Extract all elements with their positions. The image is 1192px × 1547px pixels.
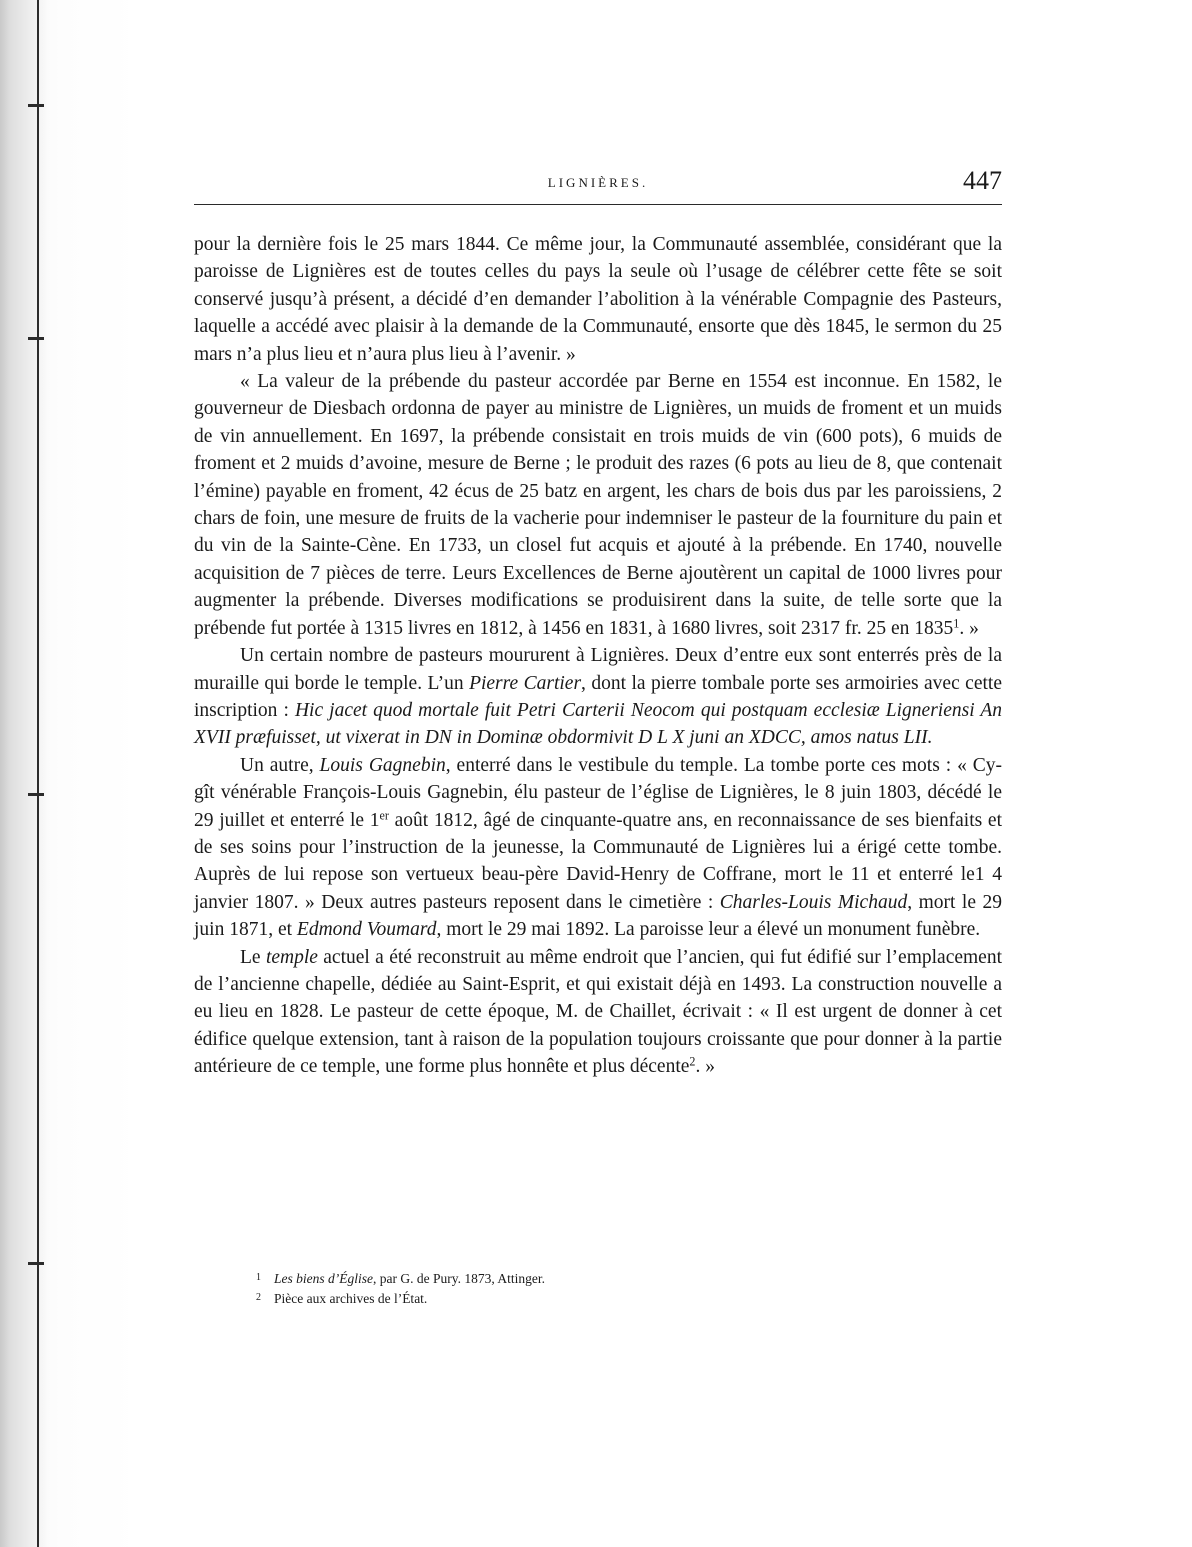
paragraph bbox=[194, 231, 1002, 368]
text-run: , mort le 29 mai 1892. La paroisse leur a élevé un monument funèbre. bbox=[436, 919, 981, 941]
text-run: pour la dernière fois le 25 mars 1844. Ce même jour, la Communauté assemblée, considérant que la paroisse de Lignières est de toutes celles du pays la seule où l’usage de célébrer cette fête se soit conservé jusqu’à présent, a décidé d’en demander l’abolition à la vénérable Compagnie des Pasteurs, laquelle a accédé avec plaisir à la demande de la Communauté, ensorte que dès 1845, le sermon du 25 mars n’a plus lieu et n’aura plus lieu à l’avenir. » bbox=[194, 234, 1002, 365]
text-run: août 1812, âgé de cinquante-quatre ans, en reconnaissance de ses bienfaits et de ses soins pour l’instruction de la jeunesse, la Communauté de Lignières lui a érigé cette tombe. Auprès de lui repose son vertueux beau-père David-Henry de Coffrane, mort le 11 et enterré le1 4 janvier 1807. » Deux autres pasteurs reposent dans le cimetière : bbox=[194, 809, 1002, 913]
person-name: Louis Gagnebin bbox=[319, 754, 446, 776]
text-run: , dont la pierre tombale porte ses armoiries avec cette inscription : bbox=[194, 672, 1002, 721]
person-name: Charles-Louis Michaud bbox=[719, 891, 908, 913]
footnote bbox=[256, 1288, 956, 1308]
paragraph bbox=[194, 752, 1002, 944]
text-run: . » bbox=[695, 1056, 715, 1078]
footnote-title: Les biens d’Église bbox=[274, 1271, 373, 1286]
body-text bbox=[194, 231, 1002, 1081]
person-name: Edmond Voumard bbox=[296, 919, 437, 941]
binding-mark bbox=[28, 104, 44, 107]
footnote-reference: 1 bbox=[953, 616, 960, 631]
text-run: actuel a été reconstruit au même endroit que l’ancien, qui fut édifié sur l’emplacement de l’ancienne chapelle, dédiée au Saint-Esprit, et qui existait déjà en 1493. La construction nouvelle a eu lieu en 1828. Le pasteur de cette époque, M. de Chaillet, écrivait : « Il est urgent de donner à cet édifice quelque extension, tant à raison de la population toujours croissante que pour donner à la partie antérieure de ce temple, une forme plus honnête et plus décente bbox=[194, 946, 1002, 1078]
footnote-reference: 2 bbox=[689, 1054, 696, 1069]
paragraph bbox=[194, 642, 1002, 752]
text-run: Le bbox=[240, 946, 266, 968]
binding-mark bbox=[28, 1262, 44, 1265]
page-header bbox=[194, 166, 1002, 208]
binding-edge-line bbox=[37, 0, 39, 1547]
page-binding-shadow bbox=[0, 0, 48, 1547]
ordinal-superscript: er bbox=[379, 807, 389, 822]
footnote-mark: 2 bbox=[256, 1292, 261, 1303]
footnote-text: Pièce aux archives de l’État. bbox=[274, 1291, 428, 1306]
emphasis: temple bbox=[265, 946, 318, 968]
latin-inscription: Hic jacet quod mortale fuit Petri Carterii Neocom qui postquam ecclesiæ Ligneriensi An XVII præfuisset, ut vixerat in DN in Dominæ obdormivit D L X juni an XDCC, amos natus LII. bbox=[194, 699, 1002, 749]
text-run: Un autre, bbox=[240, 754, 320, 776]
text-run: , mort le 29 juin 1871, et bbox=[194, 891, 1002, 941]
running-head: LIGNIÈRES. bbox=[547, 175, 649, 190]
text-run: « La valeur de la prébende du pasteur accordée par Berne en 1554 est inconnue. En 1582, le gouverneur de Diesbach ordonna de payer au ministre de Lignières, un muids de froment et un muids de vin annuellement. En 1697, la prébende consistait en trois muids de vin (600 pots), 6 muids de froment et 2 muids d’avoine, mesure de Berne ; le produit des razes (6 pots au lieu de 8, que contenait l’émine) payable en froment, 42 écus de 25 batz en argent, les chars de bois dus par les paroissiens, 2 chars de foin, une mesure de fruits de la vacherie pour indemniser le pasteur de la fourniture du pain et du vin de la Sainte-Cène. En 1733, un closel fut acquis et ajouté à la prébende. En 1740, nouvelle acquisition de 7 pièces de terre. Leurs Excellences de Berne ajoutèrent un capital de 1000 livres pour augmenter la prébende. Diverses modifications se produisirent dans la suite, de telle sorte que la prébende fut portée à 1315 livres en 1812, à 1456 en 1831, à 1680 livres, soit 2317 fr. 25 en 1835 bbox=[194, 371, 1002, 639]
footnote-mark: 1 bbox=[256, 1272, 261, 1283]
footnotes bbox=[256, 1268, 956, 1308]
page-number: 447 bbox=[963, 166, 1002, 195]
person-name: Pierre Cartier bbox=[469, 672, 582, 694]
binding-mark bbox=[28, 793, 44, 796]
text-run: . » bbox=[959, 617, 979, 639]
binding-mark bbox=[28, 337, 44, 340]
paragraph bbox=[194, 944, 1002, 1081]
text-run: , enterré dans le vestibule du temple. La tombe porte ces mots : « Cy-gît vénérable François-Louis Gagnebin, élu pasteur de l’église de Lignières, le 8 juin 1803, décédé le 29 juillet et enterré le 1 bbox=[194, 754, 1002, 831]
footnote bbox=[256, 1268, 956, 1288]
header-rule bbox=[194, 204, 1002, 205]
footnote-text: , par G. de Pury. 1873, Attinger. bbox=[373, 1271, 545, 1286]
text-run: Un certain nombre de pasteurs moururent à Lignières. Deux d’entre eux sont enterrés près de la muraille qui borde le temple. L’un bbox=[194, 645, 1002, 694]
paragraph bbox=[194, 368, 1002, 642]
